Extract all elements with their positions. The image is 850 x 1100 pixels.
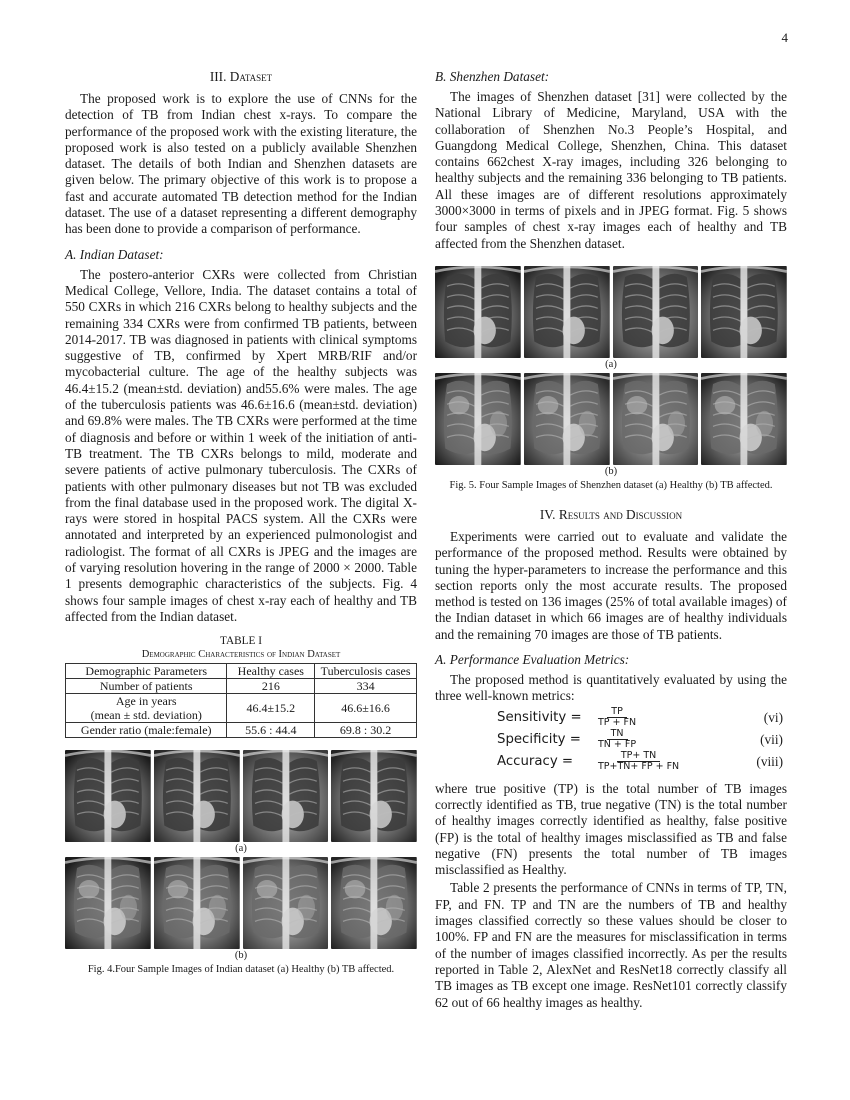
equation-lhs: Sensitivity = xyxy=(497,710,582,726)
table-cell: Age in years (mean ± std. deviation) xyxy=(66,694,227,723)
table-cell: 334 xyxy=(315,679,417,694)
xray-image xyxy=(613,373,699,465)
xray-image xyxy=(154,750,240,842)
table-row xyxy=(66,723,417,738)
figure-5 xyxy=(435,266,787,492)
xray-image xyxy=(613,266,699,358)
table-cell: Gender ratio (male:female) xyxy=(66,723,227,738)
table-header-cell: Tuberculosis cases xyxy=(315,664,417,679)
section-number: IV. xyxy=(539,506,556,522)
equation-lhs: Specificity = xyxy=(497,732,581,748)
xray-image xyxy=(701,266,787,358)
figure-5b-grid xyxy=(435,373,787,465)
xray-image xyxy=(154,857,240,949)
xray-image xyxy=(331,750,417,842)
figure-4-caption: Fig. 4.Four Sample Images of Indian dataset (a) Healthy (b) TB affected. xyxy=(87,964,395,976)
equation-tag: (vi) xyxy=(763,709,783,725)
figure-5a-label: (a) xyxy=(605,358,617,370)
indian-dataset-paragraph: The postero-anterior CXRs were collected from Christian Medical College, Vellore, India. The dataset contains a total of 550 CXRs in which 216 CXRs belong to healthy subjects and the remaining 334 CXRs were from confirmed TB patients, between 2014-2017. TB was diagnosed in patients with clinical symptoms suggestive of TB, confirmed by Xpert MRB/RIF and/or mycobacterial culture. The age of the healthy subjects was 46.4±15.2 (mean±std. deviation) and55.6% were males. The age of the tuberculosis patients was 46.6±16.6 (mean±std. deviation) and 69.8% were males. The TB CXRs were performed at the time of diagnosis and before or within 1 week of the initiation of anti-TB treatment. The TB CXRs belongs to mild, moderate and severe patients of active pulmonary tuberculosis. The CXRs of patients with other pulmonary diseases but not TB was excluded from the final database used in the proposed work. The digital X-rays were stored in hospital PACS system. All the CXRs were annotated and interpreted by an experienced pulmonologist and radiologist. The format of all CXRs is JPEG and the images are of varying resolution hovering in the range of 2000 × 2000. Table 1 presents demographic characteristics of the subjects. Fig. 4 shows four sample images of chest x-ray each of healthy and TB affected from the Indian dataset. xyxy=(65,266,417,624)
shenzhen-dataset-paragraph: The images of Shenzhen dataset [31] were collected by the National Library of Medicine, Maryland, USA with the collaboration of Shenzhen No.3 People’s Hospital, and Guangdong Medical College, Shenzhen, China. This dataset contains 662chest X-ray images, including 326 belonging to healthy subjects and the remaining 336 belonging to TB patients. All these images are of different resolutions approximately 3000×3000 in terms of pixels and in JPEG format. Fig. 5 shows four samples of chest x-ray images each of healthy and TB affected from the Shenzhen dataset. xyxy=(435,89,787,251)
figure-4b-label: (b) xyxy=(234,950,248,962)
table-cell: 55.6 : 44.4 xyxy=(227,723,315,738)
results-paragraph: Experiments were carried out to evaluate and validate the performance of the proposed method. Results were obtained by tuning the hyper-parameters to increase the performance and this section reports only the most accurate results. The proposed method is tested on 136 images (25% of total available images) of the Indian dataset in which 66 images are of healthy individuals and the remaining 70 images are those of TB patients. xyxy=(435,528,787,642)
table-cell: 46.6±16.6 xyxy=(315,694,417,723)
equation-lhs: Accuracy = xyxy=(497,754,574,770)
equation-fraction xyxy=(598,707,636,728)
xray-image xyxy=(435,266,521,358)
figure-5-caption: Fig. 5. Four Sample Images of Shenzhen dataset (a) Healthy (b) TB affected. xyxy=(449,479,773,491)
equation-denominator: TP + FN xyxy=(598,717,637,729)
section-title: Results and Discussion xyxy=(558,506,683,522)
table-caption: TABLE I xyxy=(219,635,263,648)
table-cell: 46.4±15.2 xyxy=(227,694,315,723)
demographic-table xyxy=(65,663,417,738)
definitions-paragraph: where true positive (TP) is the total number of TB images correctly identified as TB, true negative (TN) is the total number of healthy images correctly identified as healthy, false positive (FP) is the total of healthy images misclassified as TB and false negative (FN) presents the total number of TB images misclassified as Healthy. xyxy=(435,780,787,878)
section-number: III. xyxy=(209,69,227,84)
section-heading-dataset xyxy=(65,68,417,85)
xray-image xyxy=(65,857,151,949)
page-number: 4 xyxy=(781,30,788,45)
xray-image xyxy=(243,857,329,949)
table-row xyxy=(66,694,417,723)
figure-5a-grid xyxy=(435,266,787,358)
equation-specificity xyxy=(435,729,787,751)
table2-paragraph: Table 2 presents the performance of CNNs in terms of TP, TN, FP, and FN. TP and TN are the numbers of TB and healthy images classified correctly so these values should be closer to 100%. FP and FN are the measures for misclassification in terms of the number of images classified incorrectly. As per the results reported in Table 2, AlexNet and ResNet18 correctly classify all TB images as TB except one image. ResNet101 correctly classify 62 out of 66 healthy images as healthy. xyxy=(435,880,787,1010)
table-row xyxy=(66,679,417,694)
equation-numerator: TN xyxy=(607,729,628,740)
equation-fraction xyxy=(598,729,636,750)
xray-image xyxy=(331,857,417,949)
table-cell: 69.8 : 30.2 xyxy=(315,723,417,738)
equations xyxy=(435,707,787,773)
table-cell: Number of patients xyxy=(66,679,227,694)
xray-image xyxy=(524,373,610,465)
figure-4a-label: (a) xyxy=(235,843,247,855)
table-cell: 216 xyxy=(227,679,315,694)
figure-4b-grid xyxy=(65,857,417,949)
right-column xyxy=(435,68,787,1011)
xray-image xyxy=(701,373,787,465)
table-header-row xyxy=(66,664,417,679)
equation-denominator: TN + FP xyxy=(598,739,637,751)
left-column xyxy=(65,68,417,976)
section-heading-results xyxy=(435,506,787,523)
xray-image xyxy=(243,750,329,842)
xray-image xyxy=(524,266,610,358)
subsection-shenzhen-dataset: B. Shenzhen Dataset: xyxy=(435,69,550,84)
figure-5b-label: (b) xyxy=(604,465,618,477)
section-title: Dataset xyxy=(229,69,273,84)
dataset-intro-paragraph: The proposed work is to explore the use of CNNs for the detection of TB from Indian chest x-rays. To compare the performance of the proposed work with the existing literature, the proposed work is also tested on a publicly available Shenzhen dataset. The details of both Indian and Shenzhen datasets are given below. The primary objective of this work is to propose a fast and accurate automated TB detection method for the Indian dataset. The use of a dataset representing a different demography has been done to provide a comparison of performance. xyxy=(65,91,417,237)
metrics-intro-paragraph: The proposed method is quantitatively evaluated by using the three well-known metrics: xyxy=(435,672,787,704)
equation-tag: (vii) xyxy=(760,731,783,747)
table-subtitle: Demographic Characteristics of Indian Dataset xyxy=(141,649,341,661)
equation-sensitivity xyxy=(435,707,787,729)
equation-tag: (viii) xyxy=(756,753,783,769)
xray-image xyxy=(65,750,151,842)
figure-4 xyxy=(65,750,417,976)
equation-fraction xyxy=(598,751,679,772)
xray-image xyxy=(435,373,521,465)
subsection-metrics: A. Performance Evaluation Metrics: xyxy=(435,652,630,668)
table-header-cell: Healthy cases xyxy=(227,664,315,679)
figure-4a-grid xyxy=(65,750,417,842)
table-header-cell: Demographic Parameters xyxy=(66,664,227,679)
equation-accuracy xyxy=(435,751,787,773)
equation-numerator: TP+ TN xyxy=(617,751,660,762)
equation-denominator: TP+TN+ FP + FN xyxy=(598,761,680,773)
equation-numerator: TP xyxy=(607,707,627,718)
subsection-indian-dataset: A. Indian Dataset: xyxy=(65,246,164,262)
